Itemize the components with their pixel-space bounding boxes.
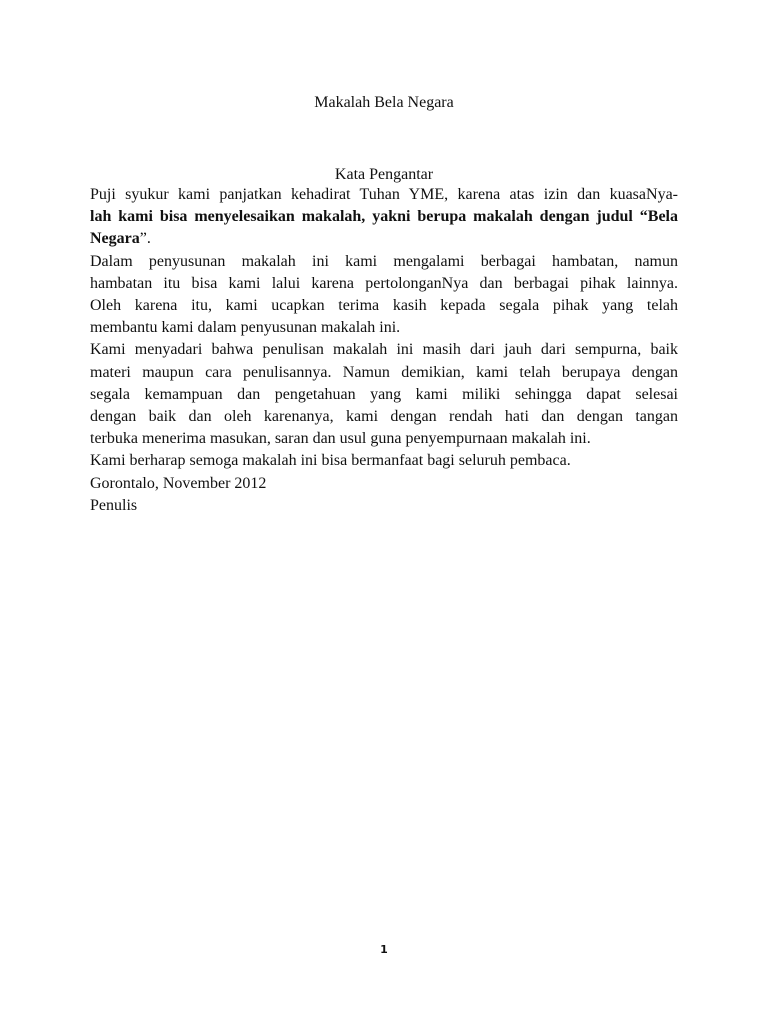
paragraph-hope: Kami berharap semoga makalah ini bisa bermanfaat bagi seluruh pembaca. (90, 452, 571, 470)
paragraph-line: lah kami bisa menyelesaikan makalah, yakni berupa makalah dengan judul “Bela (90, 208, 678, 226)
paragraph-line (90, 228, 678, 250)
author-signature: Penulis (90, 496, 138, 514)
paragraph-line: hambatan itu bisa kami lalui karena pertolonganNya dan berbagai pihak lainnya. (90, 274, 678, 292)
paragraph-line: Puji syukur kami panjatkan kehadirat Tuhan YME, karena atas izin dan kuasaNya- (90, 186, 678, 203)
bold-title-text: Negara (90, 230, 140, 248)
paragraph-opening (90, 184, 678, 251)
document-body (90, 184, 678, 517)
paragraph-line: dengan baik dan oleh karenanya, kami dengan rendah hati dan dengan tangan (90, 408, 678, 426)
paragraph-line: membantu kami dalam penyusunan makalah ini. (90, 319, 401, 337)
closing-quote: ”. (139, 230, 151, 248)
paragraph-line: segala kemampuan dan pengetahuan yang kami miliki sehingga dapat selesai (90, 385, 678, 403)
paragraph-line: terbuka menerima masukan, saran dan usul guna penyempurnaan makalah ini. (90, 430, 591, 448)
paragraph-line: Oleh karena itu, kami ucapkan terima kasih kepada segala pihak yang telah (90, 297, 678, 315)
page-number: 1 (380, 943, 388, 956)
paragraph-obstacles (90, 251, 678, 340)
document-title: Makalah Bela Negara (314, 94, 454, 111)
paragraph-imperfection (90, 339, 678, 450)
paragraph-line: materi maupun cara penulisannya. Namun demikian, kami telah berupaya dengan (90, 363, 678, 381)
paragraph-line: Dalam penyusunan makalah ini kami mengalami berbagai hambatan, namun (90, 252, 678, 270)
place-date: Gorontalo, November 2012 (90, 474, 267, 492)
section-title: Kata Pengantar (334, 166, 434, 183)
paragraph-line: Kami menyadari bahwa penulisan makalah ini masih dari jauh dari sempurna, baik (90, 341, 678, 359)
